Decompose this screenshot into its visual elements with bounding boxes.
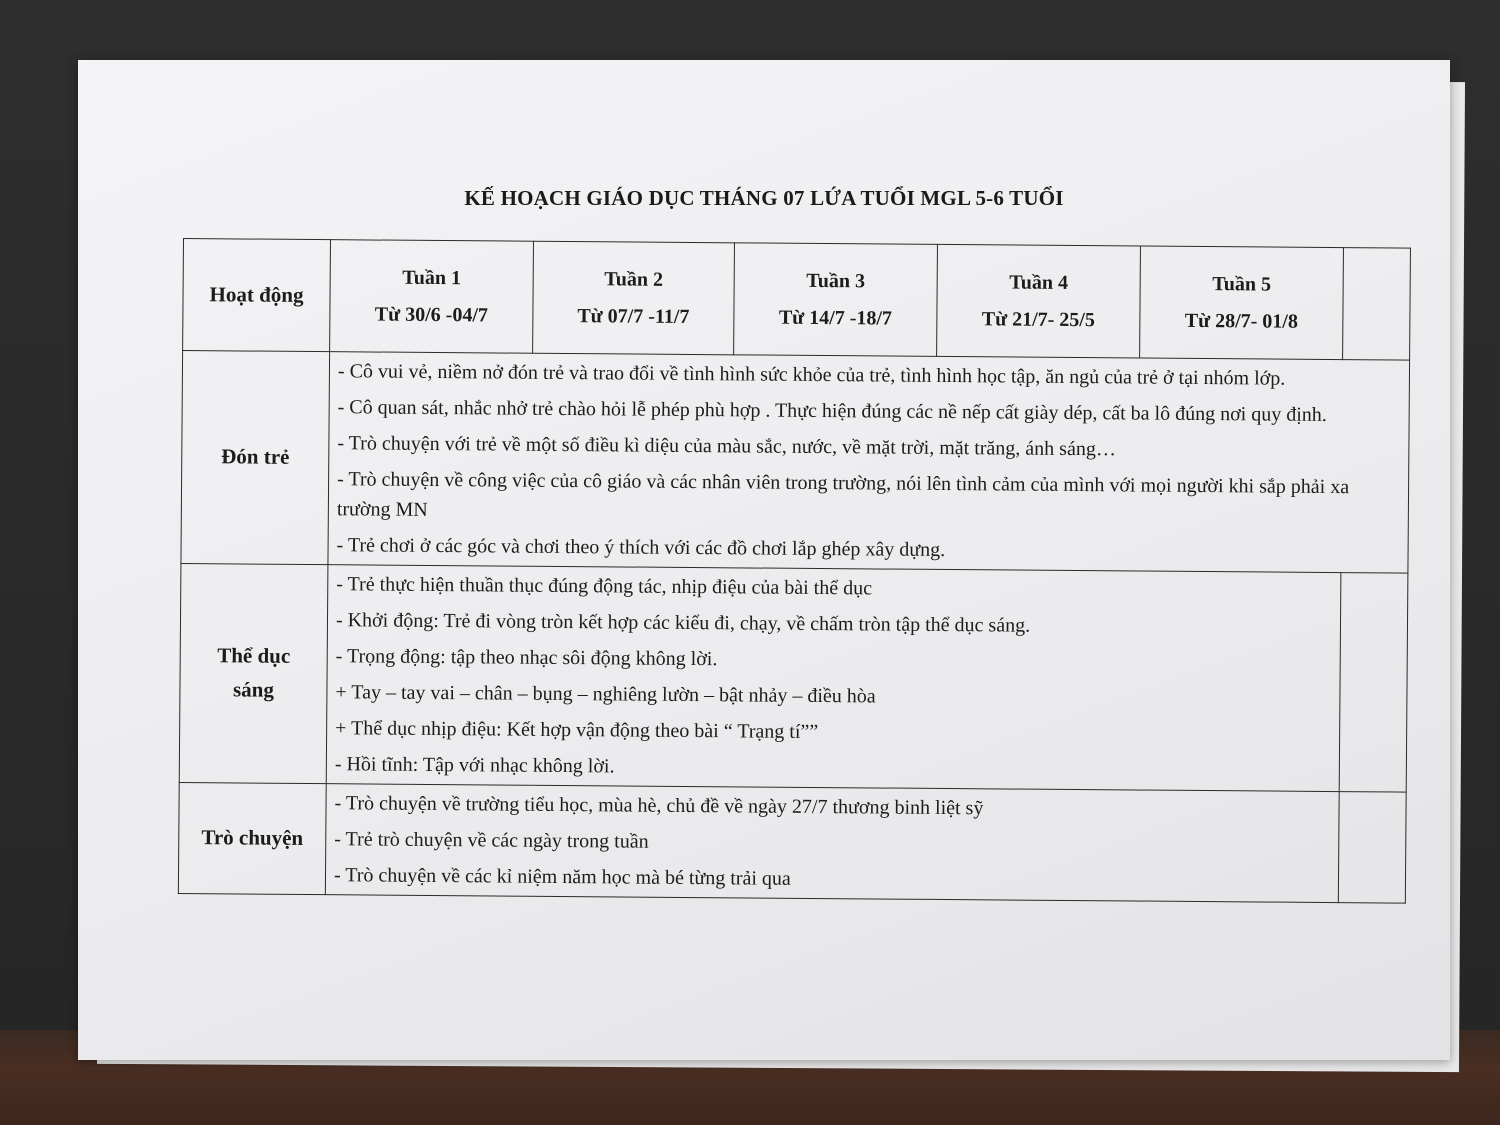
empty-cell: [1338, 792, 1406, 904]
list-item: - Trò chuyện về trường tiểu học, mùa hè, chủ đề về ngày 27/7 thương binh liệt sỹ: [334, 792, 984, 820]
row-the-duc-sang: [179, 563, 1408, 792]
plan-table: [178, 238, 1411, 904]
week-4-name: Tuần 4: [1009, 270, 1069, 294]
week-4-header: [937, 244, 1141, 358]
header-row: [183, 239, 1411, 361]
week-3-range: Từ 14/7 -18/7: [778, 306, 893, 330]
week-1-header: [330, 240, 534, 354]
week-4-range: Từ 21/7- 25/5: [981, 307, 1096, 331]
week-2-name: Tuần 2: [604, 267, 664, 291]
list-item: - Cô quan sát, nhắc nhở trẻ chào hỏi lễ phép phù hợp . Thực hiện đúng các nề nếp cất giày dép, cất ba lô đúng nơi quy định.: [337, 396, 1327, 426]
list-item: + Tay – tay vai – chân – bụng – nghiêng lườn – bật nhảy – điều hòa: [335, 681, 876, 708]
list-item: - Trọng động: tập theo nhạc sôi động không lời.: [335, 645, 718, 671]
week-1-name: Tuần 1: [402, 266, 462, 289]
list-item: - Hồi tĩnh: Tập với nhạc không lời.: [334, 753, 615, 778]
list-item: - Trẻ thực hiện thuần thục đúng động tác, nhịp điệu của bài thể dục: [336, 573, 873, 600]
week-5-range: Từ 28/7- 01/8: [1184, 309, 1298, 333]
row-content-tro-chuyen: [325, 784, 1339, 903]
week-5-name: Tuần 5: [1212, 272, 1272, 296]
row-label-tro-chuyen: Trò chuyện: [178, 782, 326, 894]
week-1-range: Từ 30/6 -04/7: [374, 303, 489, 326]
row-label-don-tre: Đón trẻ: [181, 351, 330, 565]
row-content-don-tre: [328, 352, 1410, 573]
list-item: - Trò chuyện về công việc của cô giáo và các nhân viên trong trường, nói lên tình cảm của mình với mọi người khi sắp phải xa trường MN: [336, 468, 1350, 521]
row-tro-chuyen: [178, 782, 1406, 903]
row-content-the-duc-sang: [326, 565, 1341, 792]
row-label-the-duc-sang: [179, 563, 328, 783]
list-item: - Trẻ chơi ở các góc và chơi theo ý thích với các đồ chơi lắp ghép xây dựng.: [336, 534, 946, 561]
header-empty-cell: [1343, 248, 1411, 361]
list-item: - Cô vui vẻ, niềm nở đón trẻ và trao đổi về tình hình sức khỏe của trẻ, tình hình học tập, ăn ngủ của trẻ ở tại nhóm lớp.: [337, 360, 1286, 390]
week-3-name: Tuần 3: [806, 269, 866, 292]
row-don-tre: [181, 351, 1410, 574]
week-5-header: [1140, 246, 1344, 360]
empty-cell: [1339, 573, 1408, 793]
list-item: - Khởi động: Trẻ đi vòng tròn kết hợp các kiểu đi, chạy, về chấm tròn tập thể dục sáng.: [335, 609, 1031, 637]
paper-sheet: [78, 60, 1450, 1060]
list-item: - Trẻ trò chuyện về các ngày trong tuần: [334, 828, 649, 853]
week-3-header: [734, 243, 938, 357]
list-item: + Thể dục nhịp điệu: Kết hợp vận động theo bài “ Trạng tí””: [335, 717, 819, 744]
document-title: KẾ HOẠCH GIÁO DỤC THÁNG 07 LỨA TUỔI MGL 5-6 TUỔI: [464, 186, 1064, 210]
list-item: - Trò chuyện với trẻ về một số điều kì diệu của màu sắc, nước, về mặt trời, mặt trăng, ánh sáng…: [337, 432, 1116, 461]
row-label-line: sáng: [232, 677, 274, 702]
row-label-line: Thể dục: [217, 643, 291, 669]
list-item: - Trò chuyện về các kỉ niệm năm học mà bé từng trải qua: [333, 864, 791, 890]
week-2-header: [533, 241, 735, 355]
week-2-range: Từ 07/7 -11/7: [577, 304, 690, 328]
activity-header: Hoạt động: [183, 239, 331, 352]
